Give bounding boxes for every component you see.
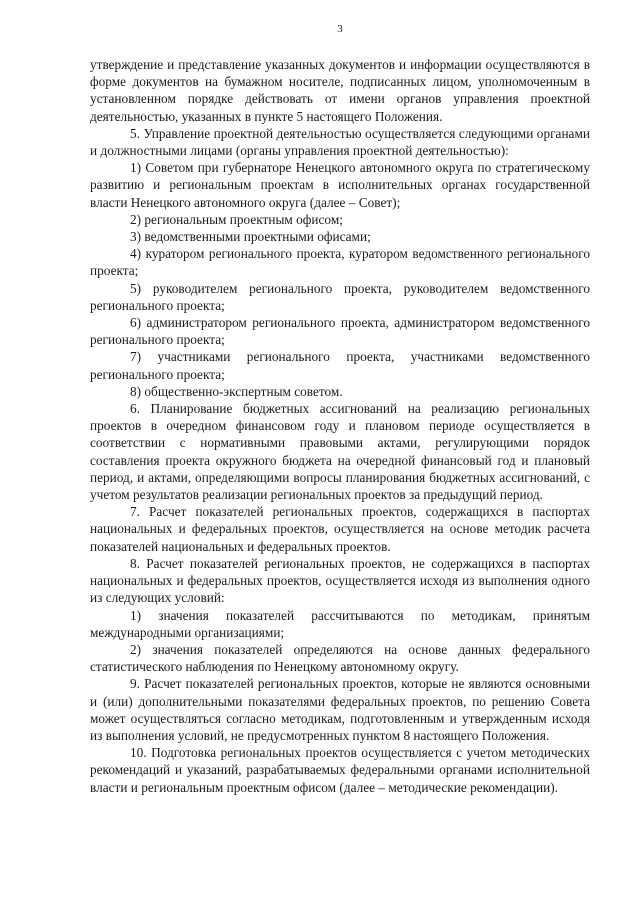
paragraph-8-item-1: 1) значения показателей рассчитываются по методикам, принятым международными организациями; <box>90 607 590 640</box>
paragraph-5-item-4: 4) куратором регионального проекта, куратором ведомственного регионального проекта; <box>90 246 590 279</box>
paragraph-8: 8. Расчет показателей региональных проектов, не содержащихся в паспортах национальных и федеральных проектов, осуществляется исходя из выполнения одного из следующих условий: <box>90 555 590 606</box>
paragraph-5-item-1: 1) Советом при губернаторе Ненецкого автономного округа по стратегическому развитию и региональным проектам в исполнительных органах государственной власти Ненецкого автономного округа (далее – Совет); <box>90 160 590 210</box>
paragraph-10: 10. Подготовка региональных проектов осуществляется с учетом методических рекомендаций и указаний, разрабатываемых федеральными органами исполнительной власти и региональным проектным офисом (далее – методические рекомендации). <box>90 745 590 795</box>
paragraph-5-item-8: 8) общественно-экспертным советом. <box>130 383 343 399</box>
paragraph-9: 9. Расчет показателей региональных проектов, которые не являются основными и (или) дополнительными показателями федеральных проектов, по решению Совета может осуществляться согласно методикам, подготовленным и утвержденным исходя из выполнения условий, не предусмотренных пунктом 8 настоящего Положения. <box>90 676 590 743</box>
paragraph-5-item-2: 2) региональным проектным офисом; <box>130 211 343 227</box>
paragraph-5-item-3: 3) ведомственными проектными офисами; <box>130 229 371 245</box>
paragraph-5: 5. Управление проектной деятельностью осуществляется следующими органами и должностными лицами (органы управления проектной деятельностью): <box>90 125 590 159</box>
paragraph-8-item-2: 2) значения показателей определяются на основе данных федерального статистического наблюдения по Ненецкому автономному округу. <box>90 641 590 675</box>
paragraph-5-item-7: 7) участниками регионального проекта, участниками ведомственного регионального проекта; <box>90 349 590 382</box>
paragraph-continuation: утверждение и представление указанных документов и информации осуществляются в форме документов на бумажном носителе, подписанных лицом, уполномоченным в установленном порядке действовать от имени органов управления проектной деятельностью, указанных в пункте 5 настоящего Положения. <box>90 57 590 124</box>
paragraph-7: 7. Расчет показателей региональных проектов, содержащихся в паспортах национальных и федеральных проектов, осуществляется на основе методик расчета показателей национальных и федеральных проектов. <box>90 504 590 554</box>
paragraph-6: 6. Планирование бюджетных ассигнований на реализацию региональных проектов в очередном финансовом году и плановом периоде осуществляется в соответствии с нормативными правовыми актами, регулирующими порядок составления проекта окружного бюджета на очередной финансовый год и плановый период, и актами, определяющими вопросы планирования бюджетных ассигнований, с учетом результатов реализации региональных проектов за предыдущий период. <box>90 401 590 503</box>
page-number: 3 <box>337 23 343 35</box>
paragraph-5-item-5: 5) руководителем регионального проекта, руководителем ведомственного регионального проекта; <box>90 280 590 313</box>
paragraph-5-item-6: 6) администратором регионального проекта, администратором ведомственного регионального проекта; <box>90 315 590 348</box>
